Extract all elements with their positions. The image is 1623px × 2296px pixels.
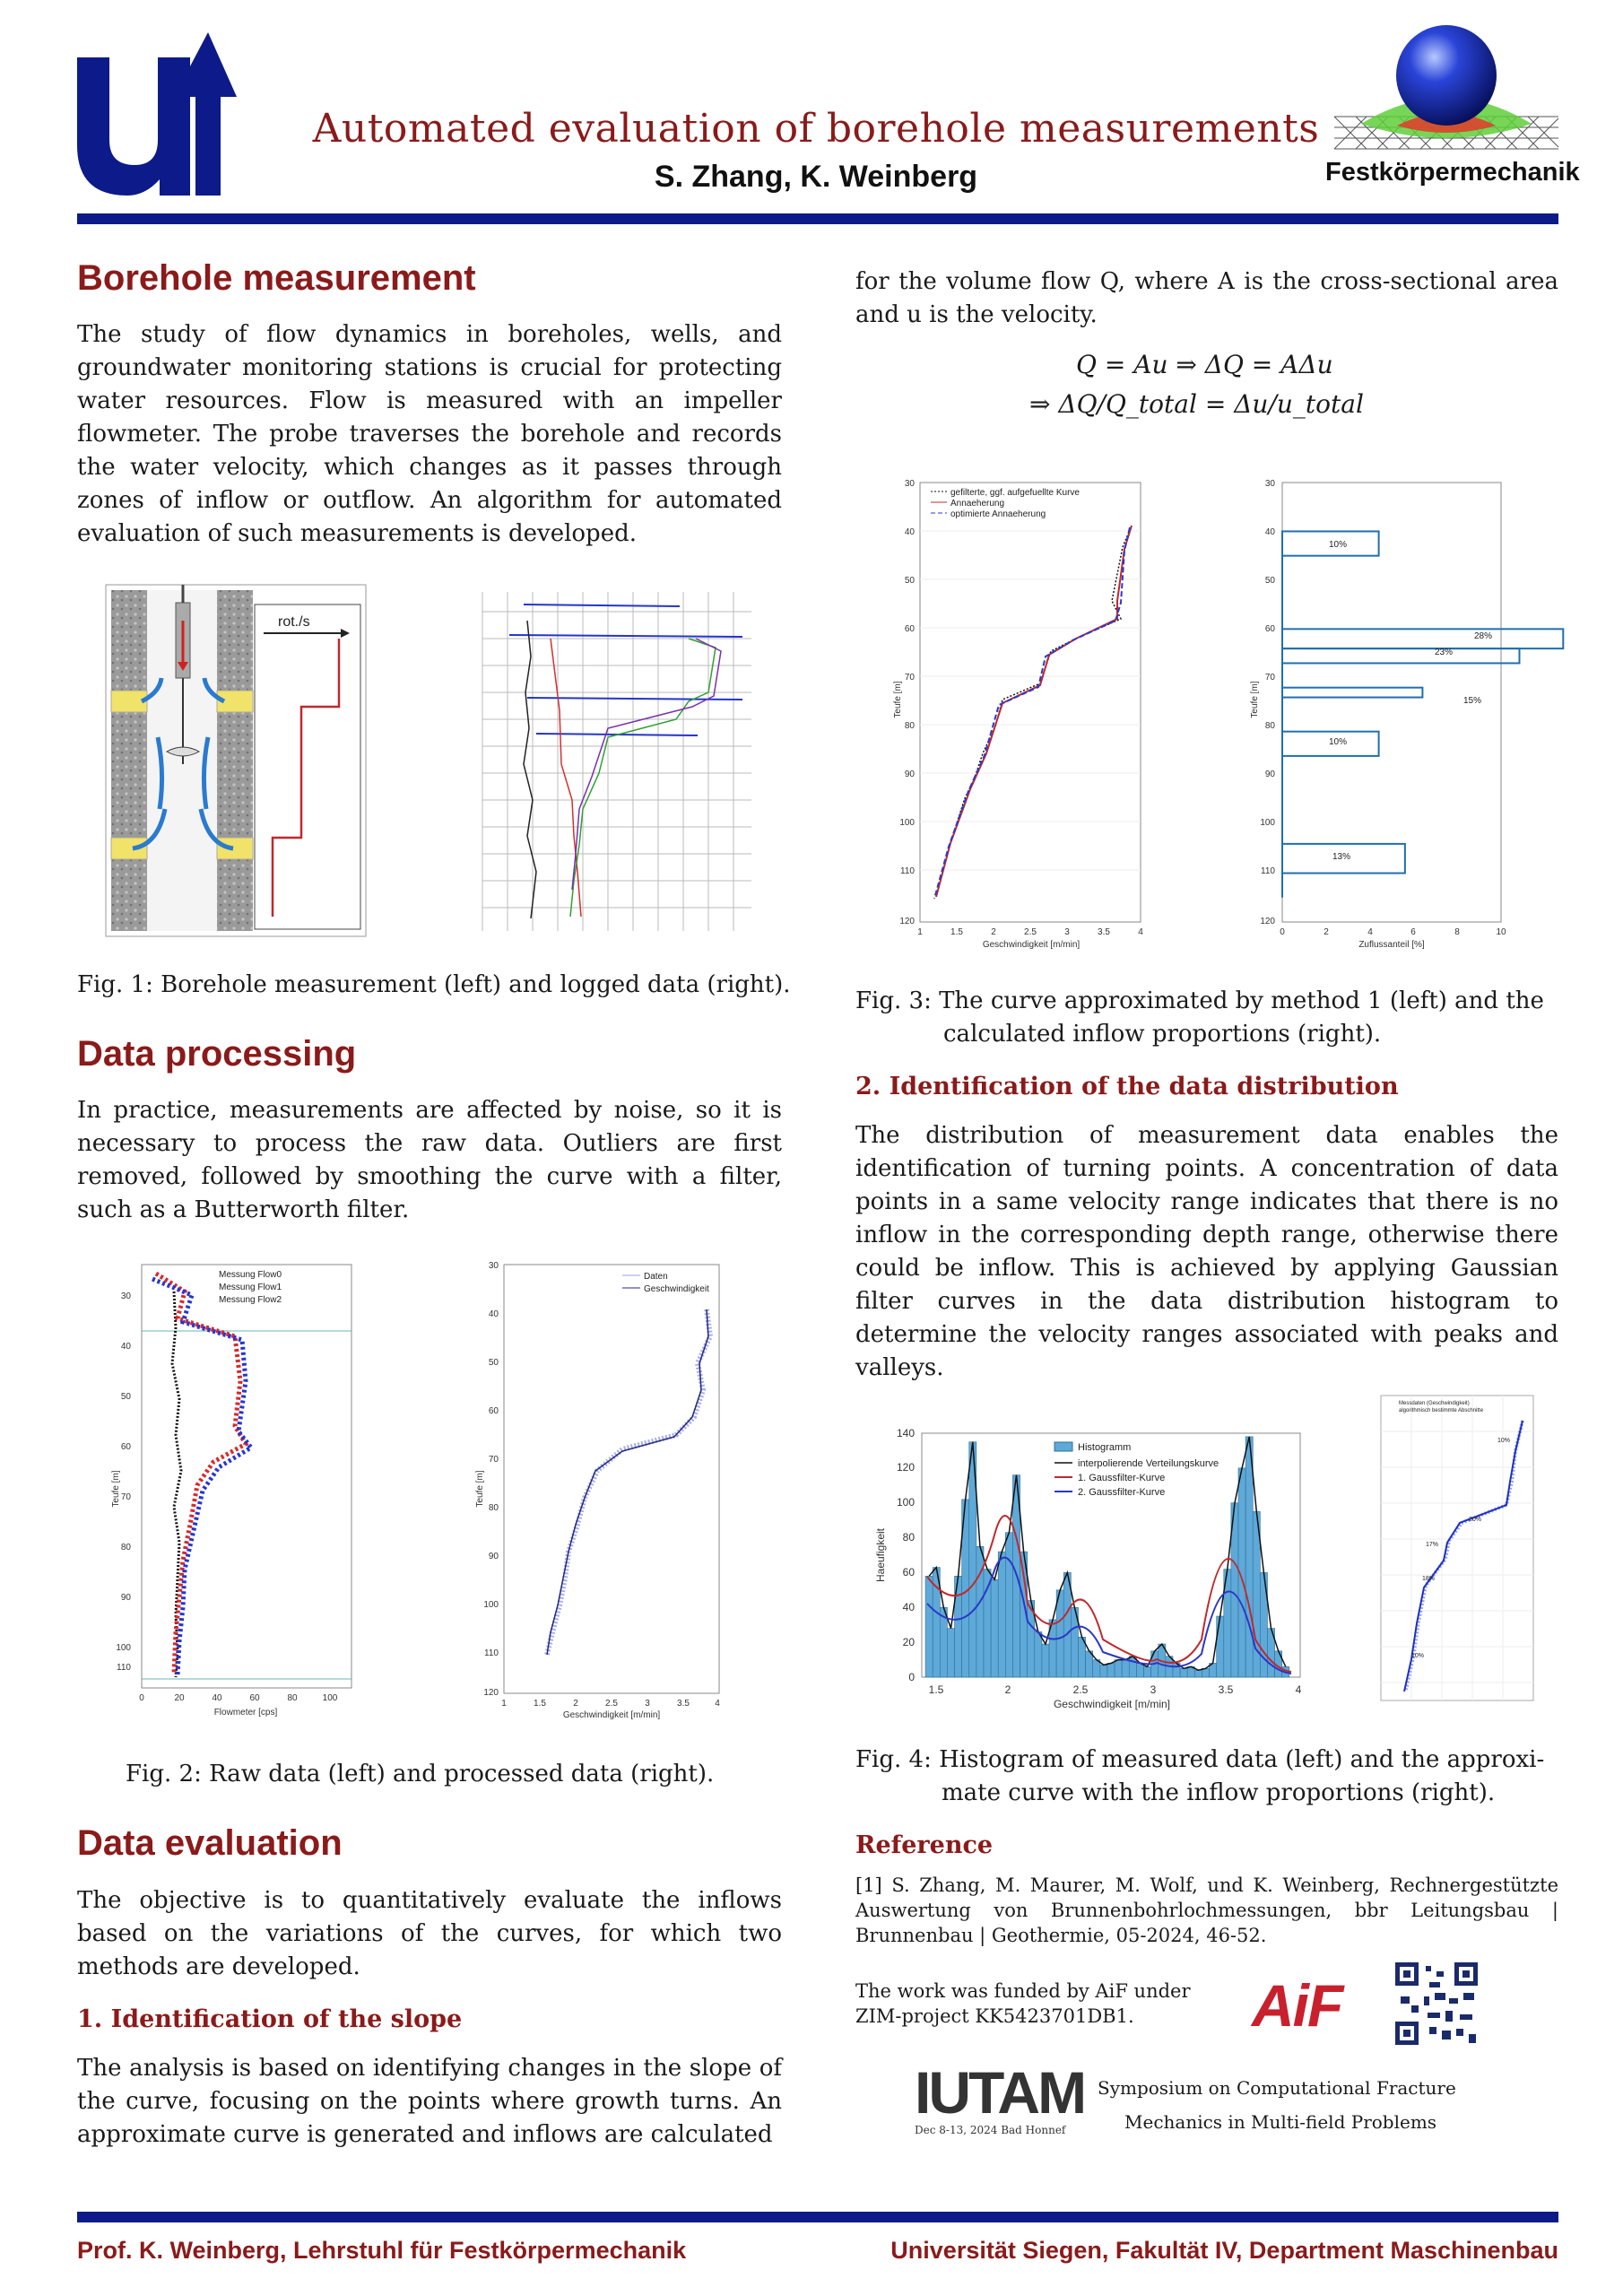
svg-text:2: 2: [1324, 927, 1329, 937]
svg-text:Daten: Daten: [644, 1272, 668, 1282]
svg-text:10%: 10%: [1329, 737, 1348, 747]
svg-text:1.5: 1.5: [928, 1683, 944, 1696]
svg-text:13%: 13%: [1332, 852, 1351, 862]
svg-text:3.5: 3.5: [1098, 927, 1110, 937]
rotation-label: rot./s: [278, 614, 310, 630]
iutam-date: Dec 8-13, 2024 Bad Honnef: [915, 2124, 1066, 2136]
svg-text:4: 4: [715, 1699, 720, 1709]
svg-text:120: 120: [483, 1688, 499, 1698]
histogram-bar: [976, 1546, 984, 1677]
svg-text:40: 40: [212, 1693, 222, 1703]
svg-text:4: 4: [1295, 1683, 1302, 1696]
fig4-caption-line2: mate curve with the inflow proportions (right).: [942, 1779, 1496, 1806]
histogram-bar: [1042, 1644, 1049, 1677]
svg-text:1.5: 1.5: [534, 1699, 546, 1709]
svg-text:80: 80: [902, 1531, 915, 1544]
svg-text:23%: 23%: [1435, 648, 1454, 657]
header-divider: [77, 213, 1558, 224]
svg-text:Geschwindigkeit [m/min]: Geschwindigkeit [m/min]: [982, 940, 1081, 950]
funding-line-2: ZIM-project KK5423701DB1.: [855, 2005, 1134, 2027]
svg-text:140: 140: [896, 1427, 915, 1439]
histogram-bar: [984, 1570, 991, 1677]
svg-text:30: 30: [904, 479, 915, 489]
svg-text:3.5: 3.5: [1218, 1683, 1234, 1696]
svg-text:110: 110: [900, 866, 915, 876]
logged-data-figure: [473, 585, 757, 936]
svg-text:10: 10: [1496, 927, 1506, 937]
university-logo: [77, 32, 237, 196]
svg-text:0: 0: [139, 1693, 144, 1703]
svg-text:90: 90: [1264, 770, 1275, 779]
svg-text:Messung Flow0: Messung Flow0: [219, 1270, 282, 1280]
svg-text:Teufe [m]: Teufe [m]: [111, 1470, 121, 1508]
svg-text:80: 80: [1264, 721, 1275, 731]
svg-text:4: 4: [1138, 927, 1143, 937]
svg-text:120: 120: [1260, 917, 1275, 926]
processing-paragraph: In practice, measurements are affected by noise, so it is necessary to process the raw data. Outliers are first removed, followed by smoothing the curve with a filter, such as a Butterworth filter.: [77, 1097, 782, 1223]
svg-text:3.5: 3.5: [677, 1699, 690, 1709]
svg-text:30: 30: [120, 1292, 131, 1301]
svg-text:100: 100: [483, 1600, 499, 1610]
poster-title: Automated evaluation of borehole measurements: [312, 106, 1320, 152]
svg-text:60: 60: [1264, 624, 1275, 634]
svg-text:60: 60: [249, 1693, 260, 1703]
svg-text:Messung Flow2: Messung Flow2: [219, 1295, 282, 1305]
fig2-caption: Fig. 2: Raw data (left) and processed data (right).: [126, 1761, 715, 1787]
histogram-chart: [861, 1424, 1309, 1711]
poster-authors: S. Zhang, K. Weinberg: [654, 160, 978, 194]
histogram-bar: [1144, 1666, 1151, 1677]
svg-text:110: 110: [484, 1648, 499, 1658]
svg-text:120: 120: [899, 917, 915, 926]
svg-text:50: 50: [904, 576, 915, 586]
svg-text:20: 20: [902, 1636, 915, 1648]
svg-text:15%: 15%: [1463, 696, 1482, 706]
svg-text:60: 60: [902, 1566, 915, 1578]
svg-text:50: 50: [120, 1392, 131, 1402]
svg-text:Geschwindigkeit [m/min]: Geschwindigkeit [m/min]: [1053, 1698, 1171, 1710]
histogram-bar: [1063, 1572, 1071, 1677]
svg-text:17%: 17%: [1426, 1542, 1439, 1548]
svg-text:20: 20: [174, 1693, 185, 1703]
fig4-caption-line1: Fig. 4: Histogram of measured data (left) and the approxi-: [855, 1746, 1545, 1773]
approximated-curve-chart: [893, 475, 1166, 951]
histogram-bar: [1107, 1663, 1115, 1677]
histogram-bar: [1202, 1668, 1209, 1677]
svg-text:18%: 18%: [1422, 1576, 1436, 1582]
svg-text:80: 80: [904, 721, 915, 731]
svg-text:Teufe [m]: Teufe [m]: [475, 1470, 485, 1508]
histogram-bar: [1115, 1660, 1122, 1677]
histogram-bar: [991, 1579, 998, 1677]
svg-text:optimierte Annaeherung: optimierte Annaeherung: [950, 509, 1046, 519]
fig3-caption-line1: Fig. 3: The curve approximated by method 1 (left) and the: [855, 987, 1544, 1014]
inflow-proportions-chart: [1236, 475, 1514, 951]
svg-text:0: 0: [908, 1671, 915, 1683]
approximate-curve-inflow-chart: [1363, 1388, 1539, 1713]
svg-text:100: 100: [1260, 818, 1275, 828]
svg-text:2. Gaussfilter-Kurve: 2. Gaussfilter-Kurve: [1078, 1487, 1166, 1498]
method2-paragraph: The distribution of measurement data enables the identification of turning points. A concentration of data points in a same velocity range indicates that there is no inflow in the corresponding depth range, otherwise there could be inflow. This is achieved by applying Gaussian filter curves in the data distribution histogram to determine the velocity ranges associated with peaks and valleys.: [855, 1122, 1558, 1381]
evaluation-heading: Data evaluation: [77, 1823, 343, 1863]
svg-text:Messdaten (Geschwindigkeit): Messdaten (Geschwindigkeit): [1399, 1401, 1470, 1406]
evaluation-paragraph: The objective is to quantitatively evaluate the inflows based on the variations of the curves, for which two methods are developed.: [77, 1887, 782, 1980]
histogram-bar: [1035, 1631, 1042, 1677]
histogram-bar: [1122, 1660, 1129, 1677]
svg-text:gefilterte, ggf. aufgefuellte: gefilterte, ggf. aufgefuellte Kurve: [950, 488, 1080, 498]
svg-text:80: 80: [287, 1693, 298, 1703]
svg-text:90: 90: [488, 1552, 499, 1561]
iutam-logo: IUTAM: [915, 2059, 1085, 2126]
svg-text:Zuflussanteil [%]: Zuflussanteil [%]: [1358, 940, 1425, 950]
svg-text:70: 70: [488, 1455, 499, 1465]
svg-text:2.5: 2.5: [1024, 927, 1037, 937]
svg-text:60: 60: [904, 624, 915, 634]
equation-1: Q = Au ⇒ ΔQ = AΔu: [1076, 350, 1333, 379]
svg-text:Messung Flow1: Messung Flow1: [219, 1283, 282, 1292]
svg-text:10%: 10%: [1497, 1438, 1511, 1444]
method2-heading: 2. Identification of the data distribution: [855, 1073, 1399, 1100]
symposium-line-2: Mechanics in Multi-field Problems: [1124, 2111, 1437, 2133]
svg-text:2: 2: [573, 1699, 578, 1709]
svg-text:3: 3: [1150, 1683, 1157, 1696]
svg-text:70: 70: [904, 673, 915, 683]
svg-text:10%: 10%: [1329, 540, 1348, 550]
raw-data-chart: [111, 1256, 360, 1722]
svg-text:Annaeherung: Annaeherung: [950, 499, 1005, 509]
footer-left: Prof. K. Weinberg, Lehrstuhl für Festkörpermechanik: [77, 2237, 687, 2264]
svg-text:40: 40: [902, 1601, 915, 1613]
svg-text:2.5: 2.5: [1072, 1683, 1089, 1696]
processing-heading: Data processing: [77, 1034, 357, 1074]
svg-text:3: 3: [645, 1699, 650, 1709]
svg-text:Teufe [m]: Teufe [m]: [1250, 681, 1260, 718]
svg-text:Teufe [m]: Teufe [m]: [893, 681, 903, 718]
qr-code[interactable]: [1393, 1961, 1480, 2047]
fig1-caption: Fig. 1: Borehole measurement (left) and logged data (right).: [77, 971, 791, 998]
borehole-heading: Borehole measurement: [77, 258, 476, 298]
equation-2: ⇒ ΔQ/Q_total = Δu/u_total: [1029, 389, 1364, 419]
svg-text:Histogramm: Histogramm: [1078, 1442, 1132, 1453]
footer-divider: [77, 2212, 1558, 2222]
svg-text:40: 40: [120, 1342, 131, 1352]
histogram-bar: [1100, 1665, 1107, 1677]
svg-text:30: 30: [1264, 479, 1275, 489]
svg-text:100: 100: [322, 1693, 338, 1703]
svg-text:6: 6: [1410, 927, 1416, 937]
svg-text:Haeufigkeit: Haeufigkeit: [874, 1527, 887, 1583]
funding-line-1: The work was funded by AiF under: [855, 1980, 1191, 2002]
svg-text:Geschwindigkeit: Geschwindigkeit: [644, 1284, 709, 1294]
borehole-paragraph: The study of flow dynamics in boreholes, wells, and groundwater monitoring stations is crucial for protecting water resources. Flow is measured with an impeller flowmeter. The probe traverses the borehole and records the water velocity, which changes as it passes through zones of inflow or outflow. An algorithm for automated evaluation of such measurements is developed.: [77, 321, 782, 547]
svg-text:70: 70: [1264, 673, 1275, 683]
reference-text: [1] S. Zhang, M. Maurer, M. Wolf, und K. Weinberg, Rechnergestützte Auswertung von Brunnenbohrlochmessungen, bbr Leitungsbau | Brunnenbau | Geothermie, 05-2024, 46-52.: [855, 1874, 1558, 1946]
fig3-caption-line2: calculated inflow proportions (right).: [943, 1021, 1382, 1048]
svg-text:70: 70: [120, 1492, 131, 1502]
svg-text:110: 110: [1261, 866, 1275, 876]
histogram-bar: [1180, 1668, 1187, 1677]
festkoerpermechanik-logo-text: Festkörpermechanik: [1325, 158, 1580, 187]
svg-text:1: 1: [501, 1699, 507, 1709]
histogram-bar: [947, 1629, 954, 1677]
svg-text:interpolierende Verteilungskur: interpolierende Verteilungskurve: [1078, 1458, 1219, 1469]
histogram-bar: [1136, 1663, 1143, 1677]
svg-text:0: 0: [1280, 927, 1285, 937]
svg-text:2: 2: [991, 927, 996, 937]
svg-text:Flowmeter [cps]: Flowmeter [cps]: [213, 1708, 278, 1718]
svg-text:50: 50: [1264, 576, 1275, 586]
svg-text:4: 4: [1367, 927, 1373, 937]
aif-logo: AiF: [1252, 1972, 1342, 2039]
svg-text:20%: 20%: [1469, 1517, 1482, 1523]
processed-data-chart: [475, 1256, 726, 1722]
svg-text:60: 60: [120, 1442, 131, 1452]
svg-text:28%: 28%: [1474, 631, 1493, 641]
svg-text:30: 30: [488, 1261, 499, 1271]
svg-text:Geschwindigkeit [m/min]: Geschwindigkeit [m/min]: [562, 1710, 661, 1720]
svg-text:2: 2: [1004, 1683, 1011, 1696]
method1-paragraph: The analysis is based on identifying changes in the slope of the curve, focusing on the points where growth turns. An approximate curve is generated and inflows are calculated: [77, 2055, 782, 2148]
svg-text:algorithmisch bestimmte Abschn: algorithmisch bestimmte Abschnitte: [1399, 1408, 1484, 1413]
svg-text:1.5: 1.5: [950, 927, 963, 937]
histogram-bar: [1194, 1670, 1202, 1677]
svg-text:80: 80: [488, 1503, 499, 1513]
svg-text:1. Gaussfilter-Kurve: 1. Gaussfilter-Kurve: [1078, 1473, 1166, 1483]
right-continuation-paragraph: for the volume flow Q, where A is the cross-sectional area and u is the velocity.: [855, 268, 1558, 328]
svg-text:110: 110: [117, 1663, 131, 1673]
svg-text:100: 100: [896, 1496, 915, 1509]
method1-heading: 1. Identification of the slope: [77, 2005, 463, 2033]
svg-text:1: 1: [917, 927, 923, 937]
histogram-bar: [1217, 1616, 1224, 1677]
svg-text:120: 120: [896, 1461, 915, 1474]
svg-text:60: 60: [488, 1406, 499, 1416]
reference-heading: Reference: [855, 1831, 994, 1859]
svg-text:90: 90: [904, 770, 915, 779]
svg-text:90: 90: [120, 1593, 131, 1603]
svg-text:10%: 10%: [1411, 1653, 1425, 1659]
svg-text:2.5: 2.5: [605, 1699, 618, 1709]
svg-text:40: 40: [1264, 527, 1275, 537]
histogram-bar: [925, 1576, 933, 1677]
histogram-bar: [998, 1552, 1005, 1677]
borehole-schematic-figure: [106, 585, 366, 936]
svg-text:100: 100: [116, 1643, 131, 1653]
svg-text:40: 40: [904, 527, 915, 537]
footer-right: Universität Siegen, Fakultät IV, Department Maschinenbau: [890, 2237, 1558, 2264]
svg-text:3: 3: [1064, 927, 1070, 937]
svg-text:40: 40: [488, 1309, 499, 1319]
histogram-bar: [1005, 1533, 1012, 1677]
svg-text:80: 80: [120, 1543, 131, 1552]
svg-text:100: 100: [899, 818, 915, 828]
histogram-bar: [1245, 1437, 1253, 1677]
svg-text:8: 8: [1454, 927, 1460, 937]
svg-text:50: 50: [488, 1358, 499, 1368]
symposium-line-1: Symposium on Computational Fracture: [1098, 2077, 1456, 2099]
